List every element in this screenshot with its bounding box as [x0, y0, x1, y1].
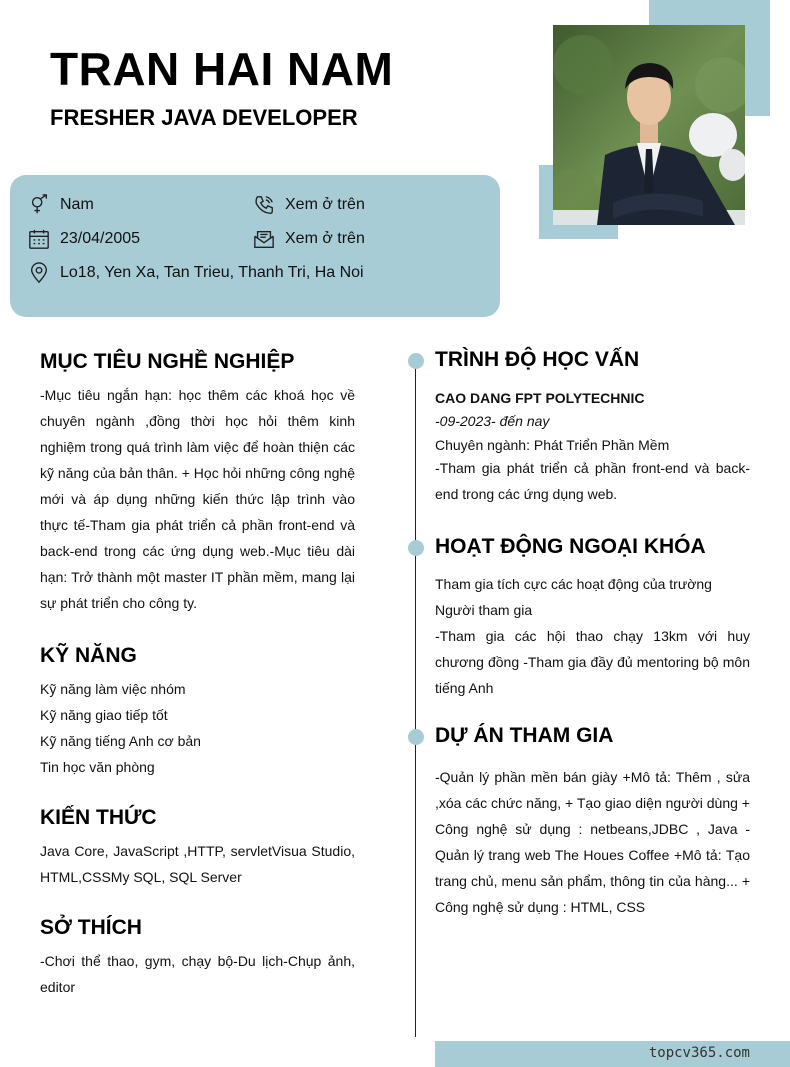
mail-icon — [253, 228, 275, 250]
footer-watermark: topcv365.com — [648, 1045, 750, 1061]
gender-icon — [28, 194, 50, 216]
footer-bar — [435, 1041, 790, 1067]
skill-item: Kỹ năng làm việc nhóm — [40, 681, 186, 697]
birthdate-value: 23/04/2005 — [60, 230, 141, 247]
objective-text: -Mục tiêu ngắn hạn: học thêm các khoá học về chuyên ngành ,đồng thời học hỏi thêm kinh nghiệm trong quá trình làm việc để hoàn thiện các kỹ năng của bản thân. + Học hỏi những công nghệ mới và áp dụng những kiến thức lập trình vào thực tế-Tham gia phát triển cả phần front-end và back-end trong các ứng dụng web.-Mục tiêu dài hạn: Trở thành một master IT phần mềm, mang lại sự phát triển cho công ty. — [40, 387, 355, 611]
education-school: CAO DANG FPT POLYTECHNIC — [435, 390, 645, 406]
education-section — [435, 348, 750, 507]
contact-birthdate — [28, 228, 140, 250]
email-value: Xem ở trên — [285, 230, 365, 247]
location-pin-icon — [28, 262, 50, 284]
profile-photo — [553, 25, 745, 225]
left-column — [40, 350, 355, 1000]
skill-item: Tin học văn phòng — [40, 759, 155, 775]
education-major: Chuyên ngành: Phát Triển Phần Mềm — [435, 437, 670, 453]
activities-line-1: Tham gia tích cực các hoạt động của trường — [435, 576, 712, 592]
knowledge-heading: KIẾN THỨC — [40, 806, 157, 829]
calendar-icon — [28, 228, 50, 250]
hobbies-heading: SỞ THÍCH — [40, 916, 142, 939]
education-heading: TRÌNH ĐỘ HỌC VẤN — [435, 348, 640, 371]
timeline-dot-education — [408, 353, 424, 369]
projects-heading: DỰ ÁN THAM GIA — [435, 724, 614, 747]
address-value: Lo18, Yen Xa, Tan Trieu, Thanh Tri, Ha Noi — [60, 264, 364, 281]
skill-item: Kỹ năng tiếng Anh cơ bản — [40, 733, 201, 749]
skills-heading: KỸ NĂNG — [40, 644, 137, 667]
candidate-name: TRAN HAI NAM — [50, 43, 394, 95]
activities-line-2: Người tham gia — [435, 602, 533, 618]
contact-phone — [253, 194, 365, 216]
contact-gender — [28, 194, 94, 216]
skills-list — [40, 676, 355, 780]
activities-heading: HOẠT ĐỘNG NGOẠI KHÓA — [435, 535, 706, 558]
objective-heading: MỤC TIÊU NGHỀ NGHIỆP — [40, 350, 295, 373]
gender-value: Nam — [60, 196, 94, 213]
knowledge-text: Java Core, JavaScript ,HTTP, servletVisua Studio, HTML,CSSMy SQL, SQL Server — [40, 843, 355, 885]
skill-item: Kỹ năng giao tiếp tốt — [40, 707, 168, 723]
contact-address — [28, 262, 364, 284]
activities-section — [435, 535, 750, 701]
contact-info-panel — [10, 175, 500, 317]
phone-value: Xem ở trên — [285, 196, 365, 213]
timeline-line — [415, 355, 416, 1037]
education-period: -09-2023- đến nay — [435, 413, 550, 429]
contact-email — [253, 228, 365, 250]
projects-section — [435, 724, 750, 920]
phone-icon — [253, 194, 275, 216]
timeline-dot-projects — [408, 729, 424, 745]
activities-detail: -Tham gia các hội thao chạy 13km với huy chương đồng -Tham gia đầy đủ mentoring bộ môn tiếng Anh — [435, 628, 750, 696]
job-title: FRESHER JAVA DEVELOPER — [50, 105, 358, 130]
projects-detail: -Quản lý phần mền bán giày +Mô tả: Thêm , sửa ,xóa các chức năng, + Tạo giao diện người dùng + Công nghệ sử dụng : netbeans,JDBC , Java -Quản lý trang web The Houes Coffee +Mô tả: Tạo trang chủ, menu sản phẩm, thông tin của hàng... + Công nghệ sử dụng : HTML, CSS — [435, 769, 750, 915]
education-detail: -Tham gia phát triển cả phần front-end và back-end trong các ứng dụng web. — [435, 460, 750, 502]
timeline-dot-activities — [408, 540, 424, 556]
hobbies-text: -Chơi thể thao, gym, chạy bộ-Du lịch-Chụp ảnh, editor — [40, 953, 355, 995]
